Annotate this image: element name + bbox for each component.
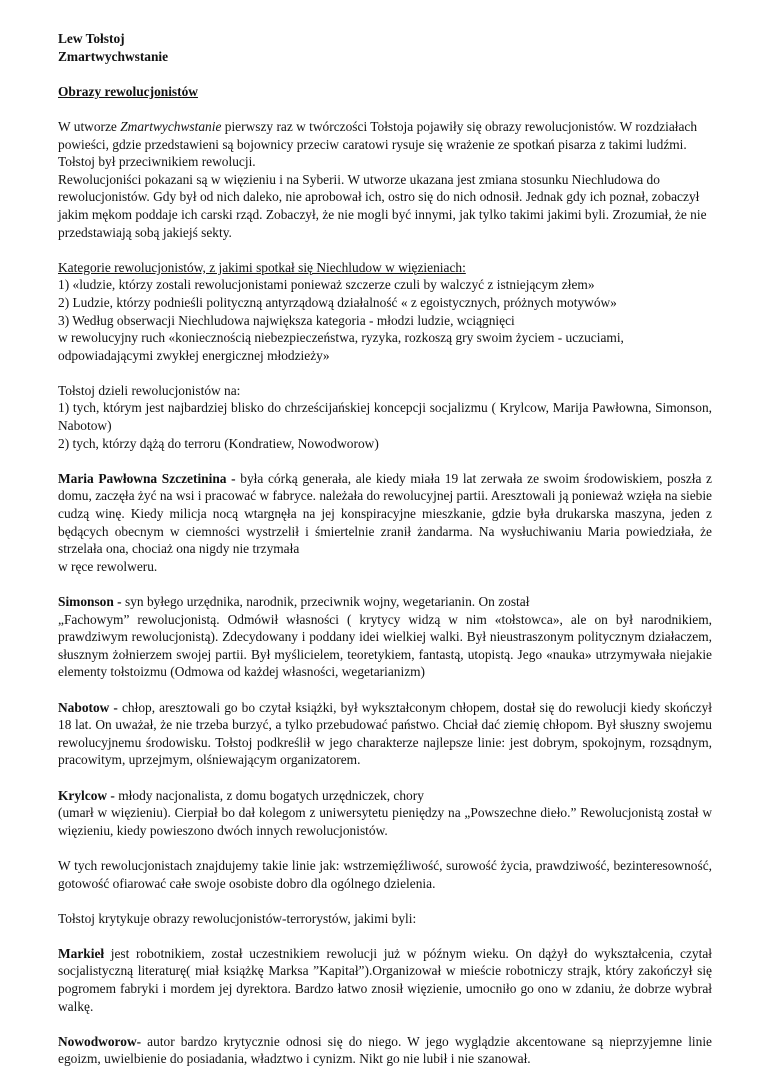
portrait-maria: Maria Pawłowna Szczetinina - była córką generała, ale kiedy miała 19 lat zerwała ze swoim środowiskiem, poszła z domu, zaczęła żyć na wsi i pracować w fabryce. należała do rewolucyjnej partii. Aresztowali ją ponieważ wzięła na siebie cudzą winę. Kiedy milicja nocą wtargnęła na jej konspiracyjne mieszkanie, gdzie była drukarska maszyna, jeden z będących obecnym w ciemności wystrzelił i śmiertelnie zranił żandarma. Na wysłuchiwaniu Maria powiedziała, że strzelała ona, chociaż ona nigdy nie trzymała bbox=[58, 470, 712, 557]
portrait-krylcow-body: (umarł w więzieniu). Cierpiał bo dał kolegom z uniwersytetu pieniędzy na „Powszechne dieło.” Rewolucjonistą został w więzieniu, kiedy powieszono dwóch innych rewolucjonistów. bbox=[58, 805, 712, 838]
intro-statement: Tołstoj był przeciwnikiem rewolucji. bbox=[58, 154, 256, 170]
work-title-inline: Zmartwychwstanie bbox=[120, 118, 222, 134]
summary-traits: W tych rewolucjonistach znajdujemy takie linie jak: wstrzemięźliwość, surowość życia, prawdziwość, bezinteresowność, gotowość ofiarować całe swoje osobiste dobro dla ogólnego dzielenia. bbox=[58, 857, 712, 891]
section-heading: Obrazy rewolucjonistów bbox=[58, 83, 198, 99]
portrait-simonson: Simonson - syn byłego urzędnika, narodnik, przeciwnik wojny, wegetarianin. On został bbox=[58, 594, 530, 609]
category-item: 2) Ludzie, którzy podnieśli polityczną antyrządową działalność « z egoistycznych, próżnych motywów» bbox=[58, 294, 617, 310]
summary-critique: Tołstoj krytykuje obrazy rewolucjonistów-terrorystów, jakimi byli: bbox=[58, 910, 417, 926]
intro-paragraph: W utworze Zmartwychwstanie pierwszy raz w twórczości Tołstoja pojawiły się obrazy rewolucjonistów. W rozdziałach powieści, gdzie przedstawieni są bojownicy przeciw caratowi rysuje się wrażenie ze spotkań pisarza z takimi ludźmi. bbox=[58, 118, 698, 152]
portrait-nowodworow: Nowodworow- autor bardzo krytycznie odnosi się do niego. W jego wyglądzie akcentowane są nieprzyjemne linie egoizm, uwielbienie do posiadania, władztwo i cynizm. Nikt go nie lubił i nie szanował. bbox=[58, 1033, 712, 1067]
portrait-krylcow: Krylcow - młody nacjonalista, z domu bogatych urzędniczek, chory bbox=[58, 787, 424, 803]
simonson-name: Simonson - bbox=[58, 594, 122, 609]
category-item: 1) «ludzie, którzy zostali rewolucjonistami ponieważ szczerze czuli by walczyć z istniejącym złem» bbox=[58, 277, 595, 293]
portrait-markiel: Markieł jest robotnikiem, został uczestnikiem rewolucji już w późnym wieku. On dążył do wykształcenia, czytał socjalistyczną literaturę( miał książkę Marksa ”Kapitał”).Organizował w mieście robotniczy strajk, który zakończył się pogromem fabryki i mordem jej dyrektora. Bardzo łatwo znosił więzienie, umocniło go ono w zdaniu, że dobrze wybrał walkę. bbox=[58, 945, 712, 1014]
category-continuation: w rewolucyjny ruch «koniecznością niebezpieczeństwa, ryzyka, rozkoszą gry swoim życiem - uczuciami, odpowiadającymi zwykłej energicznej młodzieży» bbox=[58, 330, 624, 363]
categories-heading: Kategorie rewolucjonistów, z jakimi spotkał się Niechludow w więzieniach: bbox=[58, 259, 466, 275]
portrait-nabotow: Nabotow - chłop, aresztowali go bo czytał książki, był wykształconym chłopem, dostał się do rewolucji kiedy skończył 18 lat. On uważał, że nie trzeba burzyć, a tylko przebudować państwo. Chciał dać ziemię chłopom. Był słuszny swojemu rewolucyjnemu środowisku. Tołstoj podkreślił w jego charakterze najlepsze linie: jest dobrym, spokojnym, rozsądnym, pracowitym, uprzejmym, olśniewającym organizatorem. bbox=[58, 699, 713, 768]
maria-name: Maria Pawłowna Szczetinina - bbox=[58, 470, 236, 486]
author-heading: Lew Tołstoj bbox=[58, 31, 125, 46]
work-title: Zmartwychwstanie bbox=[58, 48, 169, 64]
division-item: 2) tych, którzy dążą do terroru (Kondratiew, Nowodworow) bbox=[58, 435, 379, 451]
nabotow-name: Nabotow - bbox=[58, 699, 118, 715]
markiel-name: Markieł bbox=[58, 945, 105, 961]
division-intro: Tołstoj dzieli rewolucjonistów na: bbox=[58, 382, 241, 398]
portrait-maria-tail: w ręce rewolweru. bbox=[58, 558, 158, 574]
category-item: 3) Według obserwacji Niechludowa największa kategoria - młodzi ludzie, wciągnięci bbox=[58, 312, 515, 328]
nowodworow-name: Nowodworow- bbox=[58, 1033, 142, 1049]
krylcow-name: Krylcow - bbox=[58, 787, 115, 803]
intro-paragraph-2: Rewolucjoniści pokazani są w więzieniu i na Syberii. W utworze ukazana jest zmiana stosunku Niechludowa do rewolucjonistów. Gdy był od nich daleko, nie aprobował ich, ostro się do nich odnosił. Jednak gdy ich poznał, zobaczył jakim mękom poddaje ich carski rząd. Zobaczył, że nie mogli być innymi, jak tylko takimi jakimi byli. Zrozumiał, że nie przedstawiają sobą jakiejś sekty. bbox=[58, 171, 707, 240]
portrait-simonson-body: „Fachowym” rewolucjonistą. Odmówił własności ( krytycy widzą w nim «tołstowca», ale on był narodnikiem, prawdziwym rewolucjonistą). Zdecydowany i poddany idei wielkiej walki. Był nieustraszonym politycznym działaczem, słusznym żołnierzem swojej partii. Był myślicielem, teoretykiem, fantastą, utopistą. Jego «nauka» utrzymywała niejakie elementy tołstoizmu (Odmowa od każdej własności, wegetarianizm) bbox=[58, 611, 712, 680]
division-item: 1) tych, którym jest najbardziej blisko do chrześcijańskiej koncepcji socjalizmu ( Krylcow, Marija Pawłowna, Simonson, Nabotow) bbox=[58, 400, 712, 434]
